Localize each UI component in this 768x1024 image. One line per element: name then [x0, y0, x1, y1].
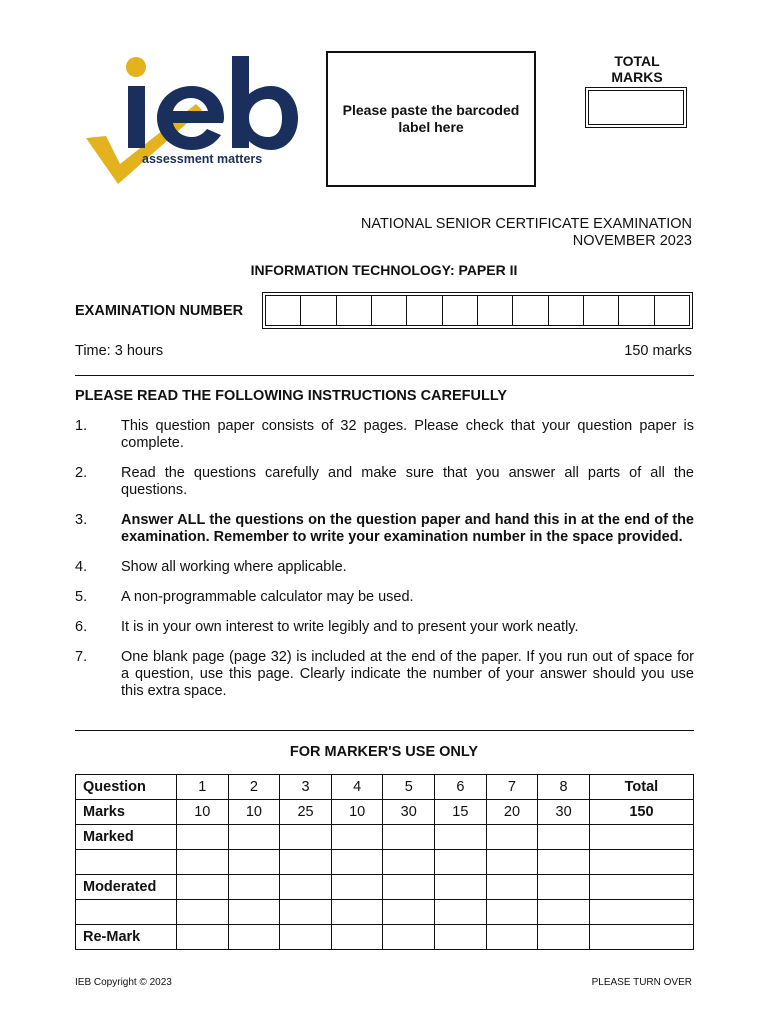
- exam-number-cell[interactable]: [266, 296, 301, 325]
- table-cell[interactable]: [331, 850, 383, 875]
- ieb-logo-graphic: [84, 52, 299, 187]
- instruction-number: 7.: [75, 649, 88, 665]
- table-cell[interactable]: [435, 825, 487, 850]
- instruction-text: One blank page (page 32) is included at the end of the paper. If you run out of space for a question, use this page. Clearly indicate the number of your answer should you use this extra space.: [121, 649, 694, 699]
- divider: [75, 375, 694, 376]
- exam-number-cell[interactable]: [337, 296, 372, 325]
- footer-copyright: IEB Copyright © 2023: [75, 977, 172, 988]
- instructions-heading: PLEASE READ THE FOLLOWING INSTRUCTIONS CAREFULLY: [75, 388, 508, 404]
- table-cell[interactable]: [538, 925, 590, 950]
- table-cell[interactable]: [228, 925, 280, 950]
- table-cell[interactable]: [486, 900, 538, 925]
- exam-number-cell[interactable]: [372, 296, 407, 325]
- table-cell[interactable]: [538, 875, 590, 900]
- instruction-text: Answer ALL the questions on the question paper and hand this in at the end of the examination. Remember to write your examination number in the space provided.: [121, 512, 694, 545]
- table-cell: 5: [383, 775, 435, 800]
- table-cell[interactable]: [486, 925, 538, 950]
- table-cell: 10: [228, 800, 280, 825]
- table-row: [76, 900, 694, 925]
- table-cell[interactable]: [177, 875, 229, 900]
- instruction-text: A non-programmable calculator may be used.: [121, 589, 414, 605]
- table-cell[interactable]: [589, 850, 693, 875]
- instruction-item: [75, 512, 694, 546]
- instruction-number: 1.: [75, 418, 88, 434]
- table-row: [76, 775, 694, 800]
- table-cell: 4: [331, 775, 383, 800]
- instruction-item: [75, 589, 694, 606]
- exam-title-line1: NATIONAL SENIOR CERTIFICATE EXAMINATION: [360, 216, 692, 232]
- instruction-text: It is in your own interest to write legibly and to present your work neatly.: [121, 619, 579, 635]
- exam-number-cell[interactable]: [443, 296, 478, 325]
- table-cell[interactable]: [331, 875, 383, 900]
- exam-title-line2: NOVEMBER 2023: [572, 233, 692, 249]
- markers-heading: FOR MARKER'S USE ONLY: [289, 744, 479, 760]
- exam-number-cell[interactable]: [407, 296, 442, 325]
- exam-number-cell[interactable]: [655, 296, 689, 325]
- table-cell[interactable]: [177, 850, 229, 875]
- paper-title: INFORMATION TECHNOLOGY: PAPER II: [250, 262, 518, 278]
- table-cell[interactable]: [280, 850, 332, 875]
- table-cell[interactable]: [331, 925, 383, 950]
- table-cell[interactable]: [383, 900, 435, 925]
- instruction-number: 2.: [75, 465, 88, 481]
- table-cell[interactable]: [383, 850, 435, 875]
- exam-number-cell[interactable]: [549, 296, 584, 325]
- instruction-number: 3.: [75, 512, 88, 528]
- barcode-label-box: [326, 51, 536, 187]
- exam-number-label: EXAMINATION NUMBER: [75, 303, 244, 319]
- table-cell[interactable]: [589, 900, 693, 925]
- table-cell: Total: [589, 775, 693, 800]
- table-cell[interactable]: [538, 825, 590, 850]
- instruction-item: [75, 559, 694, 576]
- instruction-item: [75, 418, 694, 452]
- table-cell[interactable]: [589, 925, 693, 950]
- instruction-text: Read the questions carefully and make sure that you answer all parts of all the questions.: [121, 465, 694, 498]
- exam-number-grid[interactable]: [262, 292, 693, 329]
- table-cell: 8: [538, 775, 590, 800]
- table-cell[interactable]: [486, 850, 538, 875]
- table-cell[interactable]: [280, 925, 332, 950]
- logo-tagline: assessment matters: [142, 152, 263, 166]
- table-cell[interactable]: [435, 925, 487, 950]
- table-cell: 15: [435, 800, 487, 825]
- table-cell: 150: [589, 800, 693, 825]
- total-marks-text: 150 marks: [624, 343, 692, 359]
- table-cell: 3: [280, 775, 332, 800]
- table-cell[interactable]: [177, 900, 229, 925]
- table-cell[interactable]: [383, 875, 435, 900]
- table-row: [76, 875, 694, 900]
- table-cell[interactable]: [280, 875, 332, 900]
- table-cell[interactable]: [589, 875, 693, 900]
- divider: [75, 730, 694, 731]
- total-marks-box: [585, 87, 687, 128]
- table-cell: 7: [486, 775, 538, 800]
- instruction-item: [75, 465, 694, 499]
- table-cell[interactable]: [228, 875, 280, 900]
- table-row: [76, 925, 694, 950]
- instruction-number: 5.: [75, 589, 88, 605]
- total-marks-label: TOTAL MARKS: [611, 53, 663, 85]
- barcode-label-text: Please paste the barcoded label here: [342, 102, 520, 135]
- table-cell: 2: [228, 775, 280, 800]
- table-cell: 6: [435, 775, 487, 800]
- ieb-logo: [84, 52, 299, 187]
- instruction-number: 6.: [75, 619, 88, 635]
- exam-number-cell[interactable]: [301, 296, 336, 325]
- table-cell[interactable]: [280, 825, 332, 850]
- exam-title: [361, 216, 692, 250]
- time-allowed: Time: 3 hours: [75, 343, 164, 359]
- table-cell[interactable]: [589, 825, 693, 850]
- table-cell[interactable]: [538, 850, 590, 875]
- table-cell[interactable]: [383, 825, 435, 850]
- table-cell[interactable]: [486, 825, 538, 850]
- instruction-text: This question paper consists of 32 pages. Please check that your question paper is complete.: [121, 418, 694, 451]
- table-row: [76, 800, 694, 825]
- table-cell[interactable]: [228, 850, 280, 875]
- table-cell[interactable]: [538, 900, 590, 925]
- table-row: [76, 825, 694, 850]
- table-cell[interactable]: [228, 900, 280, 925]
- exam-number-cell[interactable]: [513, 296, 548, 325]
- table-cell[interactable]: [486, 875, 538, 900]
- instruction-item: [75, 649, 694, 700]
- row-label: [76, 900, 177, 925]
- table-cell: 30: [538, 800, 590, 825]
- table-cell[interactable]: [435, 850, 487, 875]
- instructions-list: [75, 418, 694, 700]
- table-cell: 1: [177, 775, 229, 800]
- exam-number-cell[interactable]: [478, 296, 513, 325]
- table-cell[interactable]: [177, 925, 229, 950]
- instruction-number: 4.: [75, 559, 88, 575]
- row-label: Question: [76, 775, 177, 800]
- row-label: Marked: [76, 825, 177, 850]
- row-label: Marks: [76, 800, 177, 825]
- markers-table: [75, 774, 694, 950]
- table-cell[interactable]: [383, 925, 435, 950]
- footer-turn-over: PLEASE TURN OVER: [591, 977, 692, 988]
- table-cell[interactable]: [435, 875, 487, 900]
- table-cell: 30: [383, 800, 435, 825]
- exam-number-cell[interactable]: [619, 296, 654, 325]
- row-label: Re-Mark: [76, 925, 177, 950]
- table-row: [76, 850, 694, 875]
- table-cell[interactable]: [228, 825, 280, 850]
- row-label: Moderated: [76, 875, 177, 900]
- table-cell[interactable]: [280, 900, 332, 925]
- table-cell[interactable]: [435, 900, 487, 925]
- table-cell: 10: [177, 800, 229, 825]
- table-cell[interactable]: [331, 900, 383, 925]
- table-cell: 10: [331, 800, 383, 825]
- table-cell[interactable]: [177, 825, 229, 850]
- instruction-text: Show all working where applicable.: [121, 559, 347, 575]
- table-cell: 25: [280, 800, 332, 825]
- row-label: [76, 850, 177, 875]
- instruction-item: [75, 619, 694, 636]
- exam-number-cell[interactable]: [584, 296, 619, 325]
- table-cell[interactable]: [331, 825, 383, 850]
- table-cell: 20: [486, 800, 538, 825]
